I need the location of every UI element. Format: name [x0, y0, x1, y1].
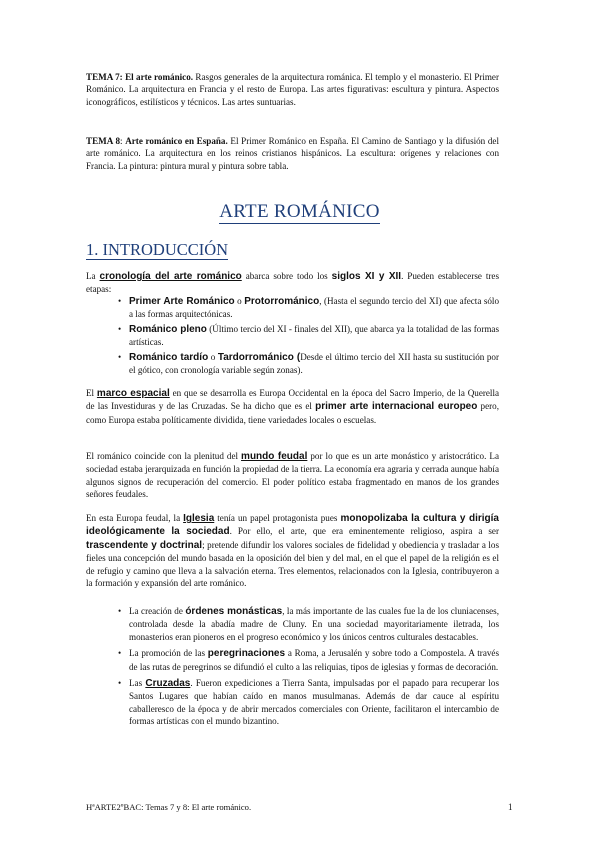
tema7-text: Rasgos generales de la arquitectura románica. El templo y el monasterio. El Primer Románico. La arquitectura en Francia y el resto de Europa. Las artes figurativas: escultura y pintura. Aspectos iconográficos, estilísticos y técnicos. Las artes suntuarias.: [86, 72, 499, 107]
chronology-paragraph: [86, 270, 499, 296]
stage-name: Románico pleno: [129, 323, 207, 335]
text-run: El románico coincide con la plenitud del: [86, 451, 242, 461]
bullet-icon: •: [118, 351, 122, 362]
list-item: [118, 323, 499, 349]
text-run: tenía un papel protagonista pues: [214, 513, 341, 523]
stages-list: [118, 295, 500, 376]
text-run: abarca sobre todo los: [241, 271, 332, 281]
tema8-label: TEMA 8: [86, 136, 120, 146]
key-term: siglos XI y XII: [331, 271, 402, 282]
key-term: órdenes monásticas: [185, 606, 283, 617]
key-term: mundo feudal: [241, 451, 308, 462]
text-run: , la más importante de las cuales fue la de los cluniacenses, controlada desde la abadía madre de Cluny. En una sociedad mayoritariamente iletrada, los monasterios eran pioneros en el progreso económico y los únicos centros culturales destacables.: [129, 606, 499, 642]
bullet-icon: •: [118, 648, 122, 659]
text-run: . Por ello, el arte, que era eminentemente religioso, aspira a ser: [229, 526, 499, 537]
page-footer: HªARTE2ºBAC: Temas 7 y 8: El arte románico.: [86, 802, 252, 812]
list-item: [118, 351, 500, 377]
elements-list: [118, 605, 499, 728]
text-run: o: [234, 296, 245, 306]
text-run: (Último tercio del XI - finales del XII), que abarca ya la totalidad de las formas artísticas.: [129, 323, 499, 348]
stage-name: Protorrománico: [244, 296, 320, 307]
key-term: marco espacial: [96, 388, 170, 399]
page-title: ARTE ROMÁNICO: [219, 201, 380, 222]
text-run: El: [86, 388, 97, 398]
text-run: Desde el último tercio del XII hasta su sustitución por el gótico, con cronología variable según zonas).: [129, 351, 500, 376]
text-run: ; pretende difundir los valores sociales de fidelidad y obediencia y trasladar a los fieles una concepción del mundo basada en la oposición del bien y del mal, en el que el papel de la religión es el de refugio y camino que lleva a la salvación eterna. Tres elementos, relacionados con la Iglesia, contribuyeron a la formación y expansión del arte románico.: [86, 539, 499, 589]
list-item: [118, 647, 499, 673]
page-number: 1: [508, 802, 513, 812]
space-paragraph: [86, 387, 499, 426]
text-run: . Pueden establecerse tres etapas:: [86, 271, 499, 295]
text-run: Las: [129, 678, 146, 689]
tema7-title: El arte románico.: [125, 72, 194, 82]
tema8-sep: :: [120, 136, 123, 146]
list-item: [118, 605, 499, 643]
text-run: por lo que es un arte monástico y aristocrático. La sociedad estaba jerarquizada en función la propiedad de la tierra. La economía era agraria y cerrada aunque había algunos signos de recuperación del comercio. El poder político estaba fragmentado en manos de los grandes señores feudales.: [86, 451, 499, 500]
tema7-paragraph: [86, 71, 499, 108]
key-term: Cruzadas: [145, 678, 191, 690]
text-run: a Roma, a Jerusalén y sobre todo a Compostela. A través de las rutas de peregrinos se difundió el culto a las reliquias, tipos de iglesias y formas de decoración.: [129, 648, 499, 672]
church-paragraph: [86, 512, 499, 589]
tema8-title: Arte románico en España.: [125, 136, 228, 146]
text-run: La creación de: [129, 606, 186, 616]
key-term: trascendente y doctrinal: [86, 539, 203, 551]
key-term: Iglesia: [183, 513, 215, 524]
key-term: cronología del arte románico: [99, 271, 242, 282]
feudal-paragraph: [86, 450, 499, 501]
bullet-icon: •: [118, 323, 122, 334]
tema8-paragraph: [86, 135, 499, 172]
text-run: . Fueron expediciones a Tierra Santa, impulsadas por el papado para recuperar los Santos Lugares que habían caído en manos musulmanas. Además de dar cauce al espíritu caballeresco de la época y de abrir mercados comerciales con Oriente, facilitaron el intercambio de formas artísticas con el mundo bizantino.: [129, 678, 499, 727]
text-run: pero, como Europa estaba políticamente dividida, tiene variedades locales o escuelas.: [86, 401, 499, 425]
key-term: peregrinaciones: [207, 648, 286, 660]
text-run: o: [208, 351, 218, 362]
bullet-icon: •: [118, 296, 122, 306]
section-heading: 1. INTRODUCCIÓN: [86, 240, 229, 259]
tema8-text: El Primer Románico en España. El Camino de Santiago y la difusión del arte románico. La arquitectura en los reinos cristianos hispánicos. La escultura: orígenes y relaciones con Francia. La pintura: pintura mural y pintura sobre tabla.: [86, 136, 499, 171]
bullet-icon: •: [118, 678, 122, 689]
key-term: primer arte internacional europeo: [315, 401, 478, 413]
text-run: En esta Europa feudal, la: [86, 513, 184, 523]
stage-name: Tardorrománico (: [217, 351, 301, 363]
key-term: monopolizaba la cultura y dirigía ideológicamente la sociedad: [86, 513, 499, 538]
list-item: [118, 677, 499, 728]
text-run: , (Hasta el segundo tercio del XI) que afecta sólo a las formas arquitectónicas.: [129, 296, 500, 320]
list-item: [118, 295, 500, 321]
stage-name: Primer Arte Románico: [129, 296, 235, 307]
stage-name: Románico tardío: [129, 351, 209, 363]
text-run: La promoción de las: [129, 648, 208, 659]
text-run: en que se desarrolla es Europa Occidental en la época del Sacro Imperio, de la Querella de las Investiduras y de las Cruzadas. Se ha dicho que es el: [86, 388, 500, 412]
text-run: La: [86, 271, 100, 281]
bullet-icon: •: [118, 606, 122, 616]
tema7-label: TEMA 7:: [86, 72, 123, 82]
